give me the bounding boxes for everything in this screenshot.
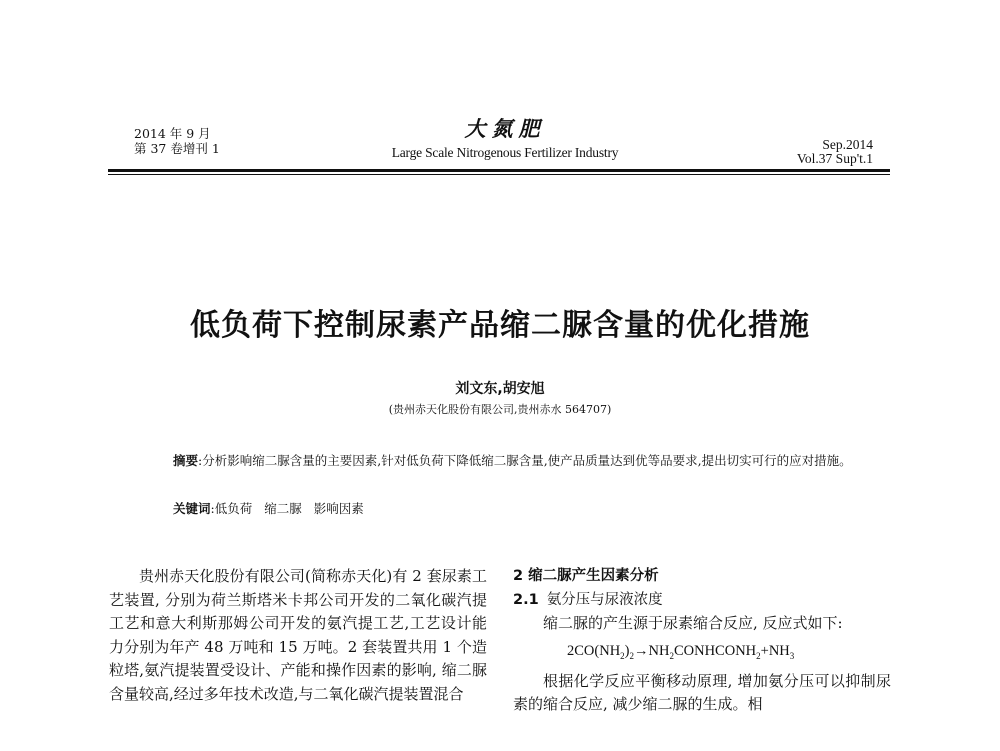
keyword-2: 缩二脲 bbox=[264, 501, 302, 516]
keyword-3: 影响因素 bbox=[313, 501, 364, 516]
article-authors: 刘文东,胡安旭 bbox=[455, 381, 545, 397]
journal-logo-cn: 大氮肥 bbox=[464, 116, 546, 141]
header-left bbox=[134, 126, 220, 156]
header-center bbox=[360, 118, 650, 161]
journal-name-en: Large Scale Nitrogenous Fertilizer Industry bbox=[391, 145, 619, 160]
subsection-heading-2-1 bbox=[513, 589, 891, 613]
issue-volume-cn: 第 37 卷增刊 1 bbox=[134, 141, 220, 156]
article-affiliation: (贵州赤天化股份有限公司,贵州赤水 564707) bbox=[388, 403, 612, 416]
intro-paragraph: 贵州赤天化股份有限公司(简称赤天化)有 2 套尿素工艺装置, 分别为荷兰斯塔米卡邦公司开发的二氧化碳汽提工艺和意大利斯那姆公司开发的氨汽提工艺,工艺设计能力分别为年产 48 万吨和 15 万吨。2 套装置共用 1 个造粒塔,氨汽提装置受设计、产能和操作因素的影响, 缩二脲含量较高,经过多年技术改造,与二氧化碳汽提装置混合 bbox=[109, 567, 487, 703]
abstract-label: 摘要 bbox=[173, 453, 199, 468]
reaction-intro-paragraph: 缩二脲的产生源于尿素缩合反应, 反应式如下: bbox=[543, 614, 843, 632]
keyword-1: :低负荷 bbox=[210, 501, 253, 516]
issue-date-cn: 2014 年 9 月 bbox=[134, 126, 211, 141]
header-rule-thick bbox=[108, 169, 890, 172]
header-right bbox=[797, 138, 873, 166]
body-right-column bbox=[513, 565, 891, 717]
keywords bbox=[173, 499, 376, 518]
article-title: 低负荷下控制尿素产品缩二脲含量的优化措施 bbox=[190, 308, 810, 343]
subsection-title: 氨分压与尿液浓度 bbox=[546, 591, 663, 608]
subsection-number: 2.1 bbox=[513, 591, 539, 608]
issue-date-en: Sep.2014 bbox=[822, 137, 873, 152]
abstract-text: :分析影响缩二脲含量的主要因素,针对低负荷下降低缩二脲含量,使产品质量达到优等品要求,提出切实可行的应对措施。 bbox=[198, 453, 852, 468]
issue-volume-en: Vol.37 Sup't.1 bbox=[796, 151, 873, 166]
header-rule-thin bbox=[108, 174, 890, 175]
abstract bbox=[143, 451, 863, 470]
body-left-column bbox=[109, 565, 487, 706]
section-heading-2: 2 缩二脲产生因素分析 bbox=[513, 568, 659, 584]
equilibrium-paragraph: 根据化学反应平衡移动原理, 增加氨分压可以抑制尿素的缩合反应, 减少缩二脲的生成。相 bbox=[513, 671, 891, 714]
keywords-label: 关键词 bbox=[173, 501, 211, 516]
reaction-formula: $2CO(NH_2)_2\to NH_2CONHCONH_2+NH_3$ bbox=[567, 642, 795, 661]
